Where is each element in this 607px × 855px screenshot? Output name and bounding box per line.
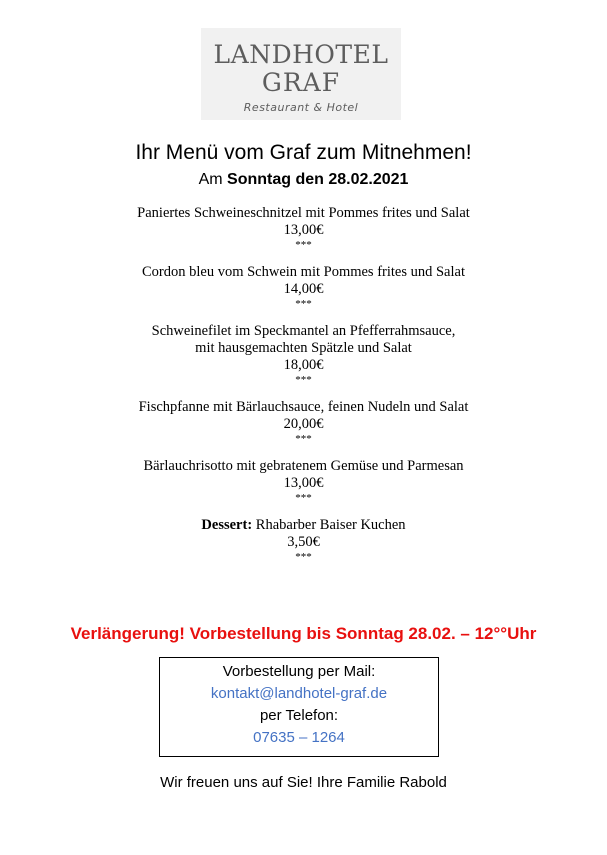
menu-item-name: Cordon bleu vom Schwein mit Pommes frites und Salat <box>141 264 465 280</box>
date-text: Sonntag den 28.02.2021 <box>227 171 409 188</box>
dessert-price: 3,50€ <box>287 534 320 550</box>
menu-item-name: Fischpfanne mit Bärlauchsauce, feinen Nudeln und Salat <box>138 399 469 415</box>
menu-item-price: 13,00€ <box>283 222 324 238</box>
email-link[interactable]: kontakt@landhotel-graf.de <box>210 685 388 702</box>
menu-item-separator: *** <box>295 298 312 310</box>
menu-item-separator: *** <box>295 374 312 386</box>
menu-item-separator: *** <box>295 433 312 445</box>
menu-item <box>0 323 607 386</box>
menu-item-separator: *** <box>295 239 312 251</box>
menu-item <box>0 205 607 251</box>
dessert-text: Rhabarber Baiser Kuchen <box>252 517 406 533</box>
footer-greeting: Wir freuen uns auf Sie! Ihre Familie Rabold <box>160 774 447 791</box>
menu-item <box>0 458 607 504</box>
hotel-logo <box>201 28 401 120</box>
logo-tagline: Restaurant & Hotel <box>243 101 359 114</box>
contact-box <box>159 657 439 757</box>
menu-item-price: 13,00€ <box>283 475 324 491</box>
mail-label: Vorbestellung per Mail: <box>222 663 376 680</box>
logo-line-2: GRAF <box>261 68 341 97</box>
menu-item-name: Schweinefilet im Speckmantel an Pfefferrahmsauce, <box>151 323 456 339</box>
page-title: Ihr Menü vom Graf zum Mitnehmen! <box>135 141 472 164</box>
menu-date <box>0 171 607 189</box>
menu-list <box>0 205 607 576</box>
phone-label: per Telefon: <box>259 707 339 724</box>
menu-item-price: 14,00€ <box>283 281 324 297</box>
phone-link[interactable]: 07635 – 1264 <box>253 729 345 746</box>
menu-item-price: 18,00€ <box>283 357 324 373</box>
menu-item-price: 20,00€ <box>283 416 324 432</box>
date-prefix: Am <box>198 171 228 188</box>
dessert-item <box>0 517 607 563</box>
extension-notice: Verlängerung! Vorbestellung bis Sonntag 28.02. – 12°°Uhr <box>70 624 537 643</box>
menu-item <box>0 264 607 310</box>
menu-item-name-line-2: mit hausgemachten Spätzle und Salat <box>195 340 412 356</box>
dessert-separator: *** <box>295 551 312 563</box>
menu-item-name: Paniertes Schweineschnitzel mit Pommes frites und Salat <box>137 205 470 221</box>
menu-item-name: Bärlauchrisotto mit gebratenem Gemüse und Parmesan <box>143 458 464 474</box>
logo-line-1: LANDHOTEL <box>213 40 389 69</box>
menu-item-separator: *** <box>295 492 312 504</box>
menu-item <box>0 399 607 445</box>
dessert-label: Dessert: <box>201 517 253 533</box>
dessert-name <box>0 517 607 534</box>
